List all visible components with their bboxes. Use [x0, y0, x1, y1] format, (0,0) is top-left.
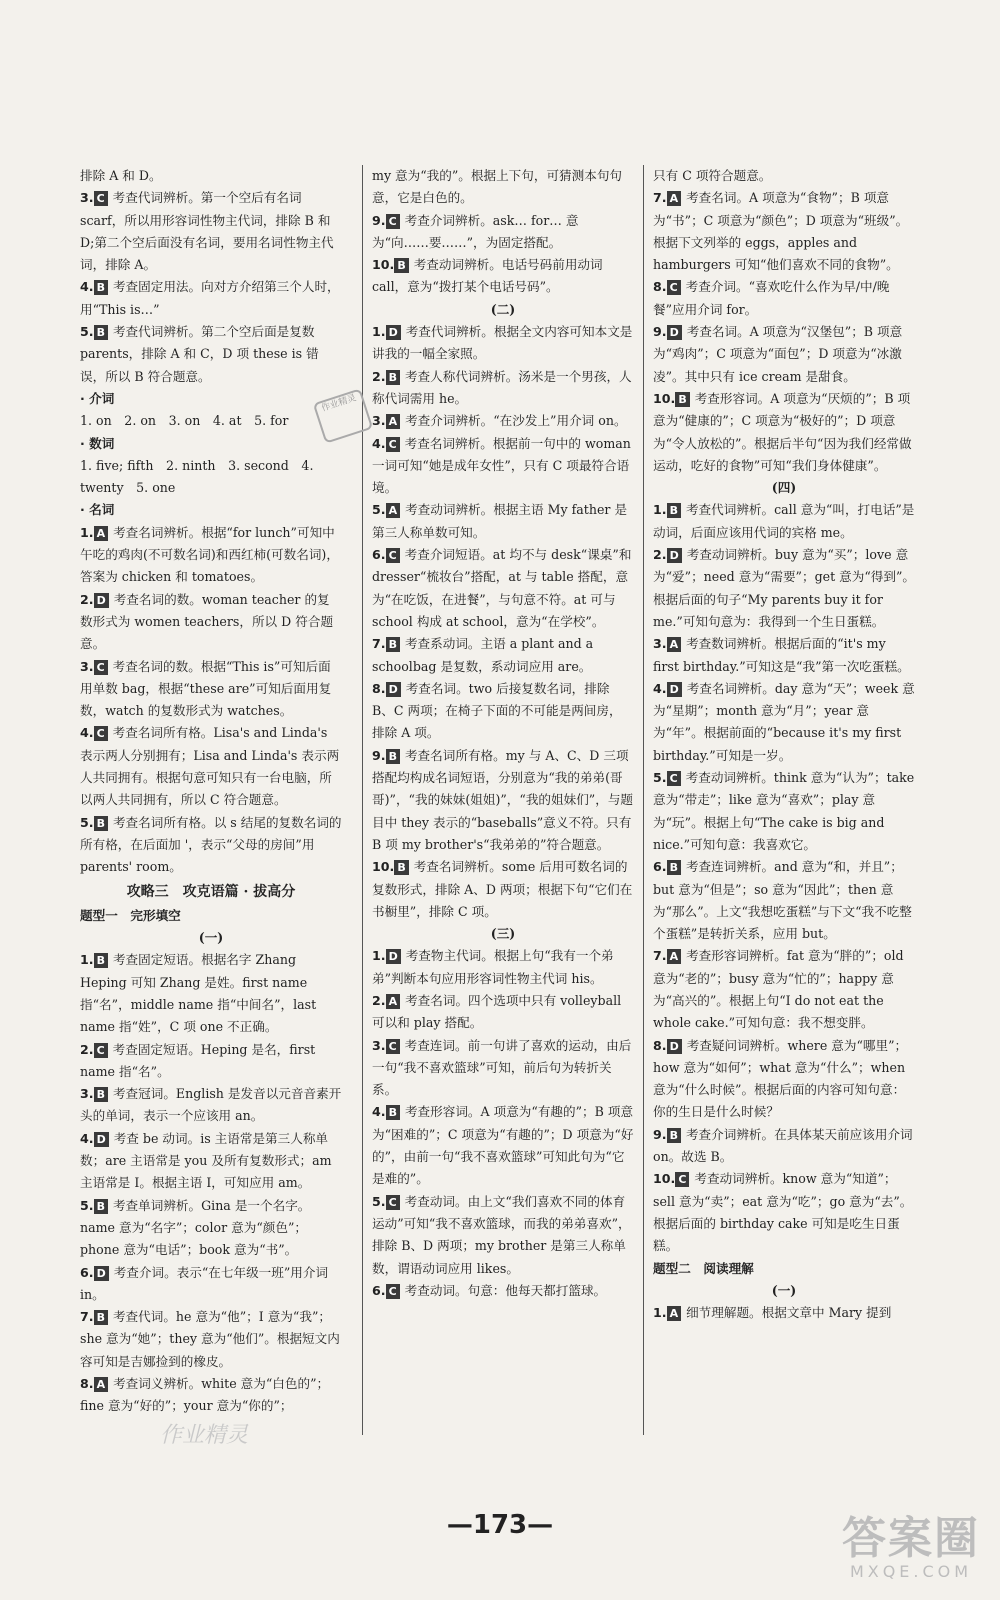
question-number: 9. [653, 1126, 667, 1142]
question-number: 10. [372, 257, 395, 273]
explanation-text: 考查动词辨析。know 意为“知道”；sell 意为“卖”；eat 意为“吃”；go 意为“去”。根据后面的 birthday cake 可知是吃生日蛋糕。 [653, 1171, 913, 1254]
question-number: 3. [80, 1086, 94, 1102]
question-number: 6. [372, 1282, 386, 1298]
answer-item [80, 187, 342, 276]
answer-badge: B [667, 1128, 681, 1143]
answer-item [80, 276, 342, 321]
explanation-text: 考查动词辨析。电话号码前用动词 call，意为“拨打某个电话号码”。 [372, 257, 603, 295]
question-number: 4. [372, 1104, 386, 1120]
explanation-text: 考查 be 动词。is 主语常是第三人称单数；are 主语常是 you 及所有复数形式；am 主语常是 I。根据主语 I，可知应用 am。 [80, 1130, 332, 1191]
question-number: 9. [372, 747, 386, 763]
answer-item [372, 678, 634, 745]
question-number: 7. [653, 190, 667, 206]
answer-item [80, 949, 342, 1038]
answer-badge: B [386, 370, 400, 385]
answer-item [653, 321, 915, 388]
answer-badge: B [94, 816, 108, 831]
answer-badge: B [94, 1087, 108, 1102]
answer-badge: B [94, 325, 108, 340]
question-number: 3. [372, 413, 386, 429]
answer-item [653, 544, 915, 633]
section-heading: 题型一 完形填空 [80, 907, 181, 923]
answer-item [653, 678, 915, 767]
answer-badge: B [94, 280, 108, 295]
explanation-text: 考查人称代词辨析。汤米是一个男孩，人称代词需用 he。 [372, 368, 632, 406]
answer-item [653, 1168, 915, 1257]
explanation-text: 考查数词辨析。根据后面的“it's my first birthday.”可知这是“我”第一次吃蛋糕。 [653, 636, 910, 674]
question-number: 9. [372, 212, 386, 228]
question-number: 8. [80, 1376, 94, 1392]
answer-badge: C [94, 660, 108, 675]
explanation-text: 考查名词所有格。以 s 结尾的复数名词的所有格，在后面加 '，表示“父母的房间”用 parents' room。 [80, 814, 342, 875]
explanation-text: 考查名词辨析。some 后用可数名词的复数形式，排除 A、D 两项；根据下句“它们在书橱里”，排除 C 项。 [372, 859, 633, 919]
answer-item [372, 633, 634, 678]
question-number: 4. [80, 1130, 94, 1146]
question-number: 6. [653, 859, 667, 875]
question-number: 10. [653, 1171, 676, 1187]
question-number: 3. [80, 658, 94, 674]
question-number: 9. [653, 324, 667, 340]
chapter-heading: 攻略三 攻克语篇 · 拔高分 [126, 883, 296, 900]
answer-badge: A [386, 503, 401, 518]
question-number: 4. [80, 725, 94, 741]
subsection-number: (一) [771, 1282, 797, 1298]
answer-item [372, 433, 634, 500]
answer-badge: A [94, 1377, 109, 1392]
stamp-mark: 作业精灵 [313, 388, 374, 443]
answer-badge: C [386, 548, 400, 563]
section-heading: 题型二 阅读理解 [653, 1260, 754, 1276]
question-number: 10. [653, 390, 676, 406]
answer-item [372, 856, 634, 923]
answer-badge: C [667, 771, 681, 786]
answer-badge: C [675, 1172, 689, 1187]
explanation-text: 考查介词。“喜欢吃什么作为早/中/晚餐”应用介词 for。 [653, 279, 890, 317]
explanation-text: 考查物主代词。根据上句“我有一个弟弟”判断本句应用形容词性物主代词 his。 [372, 948, 614, 986]
column-middle [372, 165, 634, 1302]
question-number: 2. [372, 368, 386, 384]
explanation-text: 考查介词。表示“在七年级一班”用介词 in。 [80, 1264, 329, 1302]
page-number: —173— [446, 1510, 554, 1540]
question-number: 8. [372, 680, 386, 696]
answer-item [80, 1083, 342, 1128]
explanation-text: 考查名词所有格。Lisa's and Linda's 表示两人分别拥有；Lisa and Linda's 表示两人共同拥有。根据句意可知只有一台电脑，所以两人共同拥有，所以 C 符合题意。 [80, 725, 340, 808]
explanation-text: 考查名词的数。woman teacher 的复数形式为 women teachers，所以 D 符合题意。 [80, 591, 334, 652]
answer-item [653, 388, 915, 477]
answer-badge: C [386, 1195, 400, 1210]
answer-badge: C [386, 1284, 400, 1299]
answer-badge: D [667, 548, 682, 563]
question-number: 8. [653, 1037, 667, 1053]
answer-item [372, 321, 634, 366]
answer-badge: B [386, 1105, 400, 1120]
answer-badge: B [386, 749, 400, 764]
watermark-url: MXQE.COM [849, 1562, 973, 1581]
explanation-text: 考查动词辨析。buy 意为“买”；love 意为“爱”；need 意为“需要”；get 意为“得到”。根据后面的句子“My parents buy it for me.”可知句意为：我得到一个生日蛋糕。 [653, 547, 916, 629]
answer-badge: B [394, 258, 408, 273]
answer-badge: C [386, 214, 400, 229]
question-number: 8. [653, 279, 667, 295]
answer-badge: C [94, 726, 108, 741]
question-number: 10. [372, 859, 395, 875]
question-number: 5. [80, 814, 94, 830]
answer-item [372, 544, 634, 633]
answer-item [80, 522, 342, 589]
answer-item [372, 945, 634, 990]
answer-item [372, 1191, 634, 1280]
explanation-text: 考查名词。四个选项中只有 volleyball 可以和 play 搭配。 [372, 992, 622, 1031]
subsection-number: (三) [490, 926, 516, 942]
answer-badge: B [94, 953, 108, 968]
explanation-text: 考查连词。前一句讲了喜欢的运动，由后一句“我不喜欢篮球”可知，前后句为转折关系。 [372, 1037, 632, 1098]
answer-badge: B [667, 503, 681, 518]
question-number: 4. [653, 680, 667, 696]
question-number: 1. [80, 524, 94, 540]
answer-item [80, 321, 342, 388]
answer-item [80, 589, 342, 656]
subsection-number: (四) [771, 480, 797, 496]
explanation-text: 考查动词辨析。think 意为“认为”；take 意为“带走”；like 意为“喜欢”；play 意为“玩”。根据上句“The cake is big and nice.”可知句意：我喜欢它。 [653, 770, 915, 852]
question-number: 2. [80, 591, 94, 607]
question-number: 7. [372, 636, 386, 652]
answer-badge: D [667, 1039, 682, 1054]
answer-item [653, 767, 915, 856]
question-number: 6. [372, 547, 386, 563]
answer-item [653, 1124, 915, 1169]
answer-item [653, 856, 915, 945]
answer-badge: A [667, 637, 682, 652]
category-heading: · 介词 [80, 390, 115, 406]
explanation-text: 考查固定用法。向对方介绍第三个人时，用“This is…” [80, 279, 340, 317]
explanation-text: 考查代词辨析。根据全文内容可知本文是讲我的一幅全家照。 [372, 324, 633, 362]
question-number: 5. [653, 770, 667, 786]
explanation-text: 考查词义辨析。white 意为“白色的”；fine 意为“好的”；your 意为“你的”； [80, 1376, 330, 1414]
subsection-number: (二) [490, 301, 516, 317]
subsection-number: (一) [198, 930, 224, 946]
text-line: my 意为“我的”。根据上下句，可猜测本句句意，它是白色的。 [372, 168, 623, 206]
explanation-text: 考查形容词。A 项意为“厌烦的”；B 项意为“健康的”；C 项意为“极好的”；D 项意为“令人放松的”。根据后半句“因为我们经常做运动，吃好的食物”可知“我们身体健康”。 [653, 390, 912, 473]
answer-badge: C [386, 1039, 400, 1054]
explanation-text: 考查代词。he 意为“他”；I 意为“我”；she 意为“她”；they 意为“他们”。根据短文内容可知是吉娜捡到的橡皮。 [80, 1309, 340, 1369]
answer-item [372, 499, 634, 544]
explanation-text: 考查系动词。主语 a plant and a schoolbag 是复数，系动词应用 are。 [372, 636, 594, 674]
explanation-text: 考查代词辨析。第二个空后面是复数 parents，排除 A 和 C，D 项 these is 错误，所以 B 符合题意。 [80, 324, 319, 384]
question-number: 5. [80, 1197, 94, 1213]
explanation-text: 考查动词辨析。根据主语 My father 是第三人称单数可知。 [372, 502, 628, 540]
answer-item [653, 276, 915, 321]
answer-item [372, 990, 634, 1035]
question-number: 6. [80, 1264, 94, 1280]
text-line: 排除 A 和 D。 [80, 168, 162, 183]
text-line: 只有 C 项符合题意。 [653, 168, 772, 183]
answer-badge: B [394, 860, 408, 875]
question-number: 7. [653, 948, 667, 964]
answer-badge: D [94, 593, 109, 608]
answer-item [80, 1373, 342, 1418]
answer-item [80, 1306, 342, 1373]
answer-item [80, 722, 342, 811]
answer-badge: D [667, 325, 682, 340]
explanation-text: 考查动词。句意：他每天都打篮球。 [404, 1282, 607, 1298]
question-number: 1. [372, 324, 386, 340]
answer-item [372, 366, 634, 411]
explanation-text: 考查冠词。English 是发音以元音音素开头的单词，表示一个应该用 an。 [80, 1086, 342, 1124]
question-number: 2. [653, 547, 667, 563]
question-number: 2. [372, 992, 386, 1008]
question-number: 1. [372, 948, 386, 964]
answer-badge: B [94, 1310, 108, 1325]
answer-item [80, 1262, 342, 1307]
question-number: 3. [653, 636, 667, 652]
text-line: 1. on 2. on 3. on 4. at 5. for [80, 413, 289, 429]
answer-item [80, 656, 342, 723]
answer-item [372, 1035, 634, 1102]
answer-badge: B [386, 637, 400, 652]
explanation-text: 考查介词辨析。ask… for… 意为“向……要……”，为固定搭配。 [372, 212, 579, 250]
answer-badge: C [94, 1043, 108, 1058]
answer-badge: A [667, 191, 682, 206]
question-number: 1. [80, 952, 94, 968]
answer-badge: B [667, 860, 681, 875]
answer-item [653, 945, 915, 1034]
explanation-text: 考查名词辨析。根据“for lunch”可知中午吃的鸡肉(不可数名词)和西红柿(可数名词)，答案为 chicken 和 tomatoes。 [80, 524, 339, 585]
answer-item [653, 499, 915, 544]
answer-badge: A [94, 526, 109, 541]
answer-badge: D [386, 682, 401, 697]
explanation-text: 考查固定短语。根据名字 Zhang Heping 可知 Zhang 是姓。first name 指“名”，middle name 指“中间名”，last name 指“姓”，C 项 one 不正确。 [80, 952, 317, 1035]
explanation-text: 细节理解题。根据文章中 Mary 提到 [686, 1305, 892, 1321]
explanation-text: 考查形容词辨析。fat 意为“胖的”；old 意为“老的”；busy 意为“忙的”；happy 意为“高兴的”。根据上句“I do not eat the whole cake.”可知句意：我不想变胖。 [653, 948, 904, 1031]
watermark-logo: 答案圈 [842, 1513, 980, 1564]
explanation-text: 考查名词。A 项意为“食物”；B 项意为“书”；C 项意为“颜色”；D 项意为“班级”。根据下文列举的 eggs，apples and hamburgers 可知“他们喜欢不同的食物”。 [653, 190, 909, 273]
category-heading: · 数词 [80, 435, 115, 451]
explanation-text: 考查代词辨析。call 意为“叫，打电话”是动词，后面应该用代词的宾格 me。 [653, 502, 915, 540]
answer-item [80, 812, 342, 879]
answer-item [653, 187, 915, 276]
explanation-text: 考查单词辨析。Gina 是一个名字。name 意为“名字”；color 意为“颜色”；phone 意为“电话”；book 意为“书”。 [80, 1197, 311, 1258]
explanation-text: 考查形容词。A 项意为“有趣的”；B 项意为“困难的”；C 项意为“有趣的”；D 项意为“好的”，由前一句“我不喜欢篮球”可知此句为“它是难的”。 [372, 1104, 634, 1187]
answer-badge: D [386, 949, 401, 964]
answer-item [372, 410, 634, 432]
explanation-text: 考查连词辨析。and 意为“和，并且”；but 意为“但是”；so 意为“因此”；then 意为“那么”。上文“我想吃蛋糕”与下文“我不吃整个蛋糕”是转折关系，应用 but。 [653, 859, 912, 942]
question-number: 5. [80, 324, 94, 340]
explanation-text: 考查固定短语。Heping 是名，first name 指“名”。 [80, 1041, 316, 1079]
explanation-text: 考查名词的数。根据“This is”可知后面用单数 bag，根据“these are”可知后面用复数，watch 的复数形式为 watches。 [80, 658, 332, 719]
answer-item [80, 1039, 342, 1084]
explanation-text: 考查名词。A 项意为“汉堡包”；B 项意为“鸡肉”；C 项意为“面包”；D 项意为“冰激凌”。其中只有 ice cream 是甜食。 [653, 324, 903, 384]
answer-badge: A [667, 1306, 682, 1321]
answer-item [372, 1101, 634, 1190]
answer-item [372, 745, 634, 856]
text-line: 1. five; fifth 2. ninth 3. second 4. twenty 5. one [80, 457, 314, 496]
explanation-text: 考查介词辨析。在具体某天前应该用介词 on。故选 B。 [653, 1126, 913, 1165]
question-number: 1. [653, 502, 667, 518]
answer-badge: C [94, 191, 108, 206]
answer-badge: C [667, 280, 681, 295]
question-number: 4. [372, 435, 386, 451]
question-number: 3. [372, 1037, 386, 1053]
answer-item [80, 1128, 342, 1195]
answer-item [653, 633, 915, 678]
answer-item [372, 210, 634, 255]
explanation-text: 考查动词。由上文“我们喜欢不同的体育运动”可知“我不喜欢篮球，而我的弟弟喜欢”，排除 B、D 两项；my brother 是第三人称单数，谓语动词应用 likes。 [372, 1193, 631, 1276]
question-number: 5. [372, 1193, 386, 1209]
column-left [80, 165, 342, 1418]
question-number: 5. [372, 502, 386, 518]
answer-badge: B [675, 392, 689, 407]
answer-item [80, 1195, 342, 1262]
answer-badge: D [94, 1132, 109, 1147]
column-divider [643, 165, 644, 1435]
answer-badge: C [386, 437, 400, 452]
explanation-text: 考查名词辨析。根据前一句中的 woman 一词可知“她是成年女性”，只有 C 项最符合语境。 [372, 435, 631, 496]
explanation-text: 考查介词辨析。“在沙发上”用介词 on。 [405, 413, 627, 429]
answer-badge: D [667, 682, 682, 697]
answer-badge: A [386, 414, 401, 429]
category-heading: · 名词 [80, 502, 115, 518]
answer-badge: A [667, 949, 682, 964]
answer-item [653, 1302, 915, 1324]
explanation-text: 考查名词所有格。my 与 A、C、D 三项搭配均构成名词短语，分别意为“我的弟弟(哥哥)”，“我的妹妹(姐姐)”，“我的姐妹们”，与题目中 they 表示的“baseballs”意义不符。只有 B 项 my brother's“我弟弟的”符合题意。 [372, 747, 634, 852]
answer-badge: A [386, 994, 401, 1009]
explanation-text: 考查名词。two 后接复数名词，排除 B、C 两项；在椅子下面的不可能是两间房，排除 A 项。 [372, 680, 622, 741]
answer-item [653, 1035, 915, 1124]
question-number: 1. [653, 1305, 667, 1321]
answer-item [372, 254, 634, 299]
faint-watermark: 作业精灵 [160, 1423, 249, 1448]
answer-badge: B [94, 1199, 108, 1214]
answer-badge: D [386, 325, 401, 340]
explanation-text: 考查疑问词辨析。where 意为“哪里”；how 意为“如何”；what 意为“什么”；when 意为“什么时候”。根据后面的内容可知句意：你的生日是什么时候？ [653, 1037, 908, 1120]
column-right [653, 165, 915, 1324]
answer-badge: D [94, 1266, 109, 1281]
explanation-text: 考查名词辨析。day 意为“天”；week 意为“星期”；month 意为“月”；year 意为“年”。根据前面的“because it's my first birthday.”可知是一岁。 [653, 680, 915, 763]
column-divider [362, 165, 363, 1435]
question-number: 4. [80, 279, 94, 295]
site-watermark [842, 1515, 980, 1581]
question-number: 2. [80, 1041, 94, 1057]
explanation-text: 考查代词辨析。第一个空后有名词 scarf，所以用形容词性物主代词，排除 B 和 D;第二个空后面没有名词，要用名词性物主代词，排除 A。 [80, 190, 334, 273]
question-number: 7. [80, 1309, 94, 1325]
answer-item [372, 1280, 634, 1302]
question-number: 3. [80, 190, 94, 206]
explanation-text: 考查介词短语。at 均不与 desk“课桌”和 dresser“梳妆台”搭配，at 与 table 搭配，意为“在吃饭，在进餐”，与句意不符。at 可与 school 构成 at school，意为“在学校”。 [372, 547, 632, 629]
